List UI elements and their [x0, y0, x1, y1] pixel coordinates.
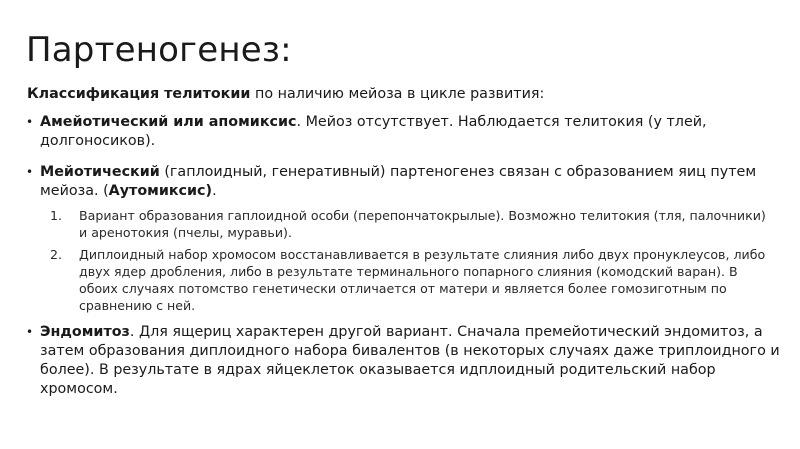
bullet-ameiotic [26, 113, 786, 151]
bullet-marker: • [26, 115, 34, 129]
intro-rest: по наличию мейоза в цикле развития: [250, 86, 545, 102]
bullet-text [40, 113, 786, 151]
subitem-1 [50, 207, 770, 241]
bullet-marker: • [26, 325, 34, 339]
bullet-rest: . Для ящериц характерен другой вариант. Сначала премейотический эндомитоз, а затем образования диплоидного набора бивалентов (в некоторых случаях даже триплоидного и более). В результате в ядрах яйцеклеток оказывается идплоидный родительский набор хромосом. [40, 324, 780, 397]
bullet-rest: . Мейоз отсутствует. Наблюдается телитокия (у тлей, долгоносиков). [40, 114, 707, 149]
bullet-bold: Эндомитоз [40, 324, 130, 340]
bullet-bold: Амейотический или апомиксис [40, 114, 297, 130]
bullet-tail: . [212, 183, 217, 199]
subitem-number: 2. [50, 247, 63, 262]
bullet-middle: (гаплоидный, генеративный) партеногенез связан с образованием яиц путем мейоза. ( [40, 164, 757, 199]
bullet-marker: • [26, 165, 34, 179]
subitem-number: 1. [50, 208, 63, 223]
bullet-text [40, 163, 786, 201]
intro-line [27, 85, 544, 103]
bullet-bold-automixis: Аутомиксис) [108, 183, 213, 199]
bullet-text [40, 323, 786, 399]
slide-title: Партеногенез: [26, 30, 292, 70]
bullet-meiotic [26, 163, 786, 201]
subitem-text: Вариант образования гаплоидной особи (перепончатокрылые). Возможно телитокия (тля, палочники) и аренотокия (пчелы, муравьи). [79, 208, 766, 240]
bullet-bold: Мейотический [40, 164, 160, 180]
intro-bold: Классификация телитокии [27, 86, 251, 102]
subitem-2 [50, 246, 770, 314]
subitem-text: Диплоидный набор хромосом восстанавливается в результате слияния либо двух пронуклеусов, либо двух ядер дробления, либо в результате терминального попарного слияния (комодский варан). В обоих случаях потомство генетически отличается от матери и является более гомозиготным по сравнению с ней. [79, 247, 766, 313]
bullet-endomitosis [26, 323, 786, 399]
